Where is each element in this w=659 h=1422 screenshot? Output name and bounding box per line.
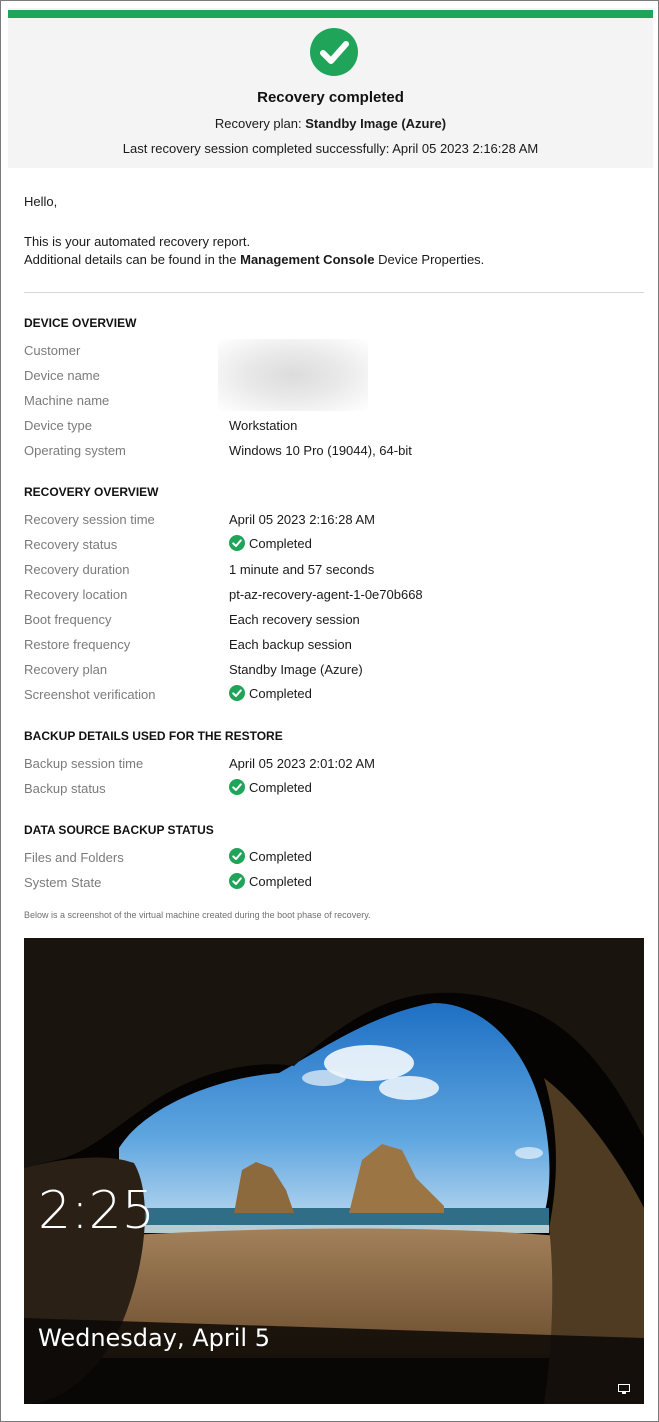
value-recovery-duration: 1 minute and 57 seconds [229,562,375,577]
status-text: Completed [249,779,312,795]
recovery-plan-line [8,116,653,131]
label-recovery-status: Recovery status [24,537,118,552]
last-session-line: Last recovery session completed successfully: April 05 2023 2:16:28 AM [122,141,539,156]
label-recovery-plan: Recovery plan [24,662,108,677]
value-recovery-location: pt-az-recovery-agent-1-0e70b668 [229,587,423,602]
report-header [8,8,653,168]
label-restore-frequency: Restore frequency [24,637,131,652]
network-icon [618,1384,630,1395]
value-device-type: Workstation [229,418,298,433]
intro-line-2-suffix: Device Properties. [374,252,485,267]
report-title: Recovery completed [257,89,404,106]
label-device-name: Device name [24,368,100,383]
data-source-heading: DATA SOURCE BACKUP STATUS [24,823,214,837]
backup-details-heading: BACKUP DETAILS USED FOR THE RESTORE [24,729,283,743]
check-circle-icon [229,848,245,864]
divider [24,292,644,293]
value-boot-frequency: Each recovery session [229,612,360,627]
label-files-and-folders: Files and Folders [24,850,124,865]
redacted-values [218,339,368,411]
label-recovery-location: Recovery location [24,587,128,602]
value-screenshot-verification [229,685,312,701]
label-backup-status: Backup status [24,781,106,796]
value-system-state [229,873,312,889]
intro-line-2 [24,252,484,267]
label-recovery-duration: Recovery duration [24,562,130,577]
lock-screen-time: 2:25 [38,1181,155,1241]
value-files-and-folders [229,848,312,864]
label-device-type: Device type [24,418,92,433]
label-machine-name: Machine name [24,393,110,408]
recovery-plan-prefix: Recovery plan: [214,116,306,131]
status-text: Completed [249,685,312,701]
status-text: Completed [249,535,312,551]
value-recovery-plan: Standby Image (Azure) [229,662,363,677]
check-circle-icon [229,779,245,795]
value-operating-system: Windows 10 Pro (19044), 64-bit [229,443,412,458]
label-system-state: System State [24,875,102,890]
intro-line-2-prefix: Additional details can be found in the [24,252,241,267]
check-circle-icon [310,28,358,76]
greeting: Hello, [24,194,58,209]
label-customer: Customer [24,343,81,358]
check-circle-icon [229,535,245,551]
management-console-link[interactable]: Management Console [240,252,375,267]
label-backup-session-time: Backup session time [24,756,144,771]
value-backup-session-time: April 05 2023 2:01:02 AM [229,756,375,771]
check-circle-icon [229,685,245,701]
accent-bar [8,10,653,18]
status-text: Completed [249,873,312,889]
label-operating-system: Operating system [24,443,126,458]
value-recovery-status [229,535,312,551]
vm-screenshot [24,938,644,1404]
device-overview-heading: DEVICE OVERVIEW [24,316,137,330]
label-boot-frequency: Boot frequency [24,612,112,627]
screenshot-note: Below is a screenshot of the virtual machine created during the boot phase of recovery. [24,910,371,920]
recovery-overview-heading: RECOVERY OVERVIEW [24,485,159,499]
check-circle-icon [229,873,245,889]
label-recovery-session-time: Recovery session time [24,512,155,527]
label-screenshot-verification: Screenshot verification [24,687,156,702]
value-backup-status [229,779,312,795]
value-restore-frequency: Each backup session [229,637,352,652]
lock-screen-date: Wednesday, April 5 [38,1324,270,1352]
value-recovery-session-time: April 05 2023 2:16:28 AM [229,512,375,527]
recovery-plan-name: Standby Image (Azure) [305,116,447,131]
status-text: Completed [249,848,312,864]
intro-line-1: This is your automated recovery report. [24,234,251,249]
